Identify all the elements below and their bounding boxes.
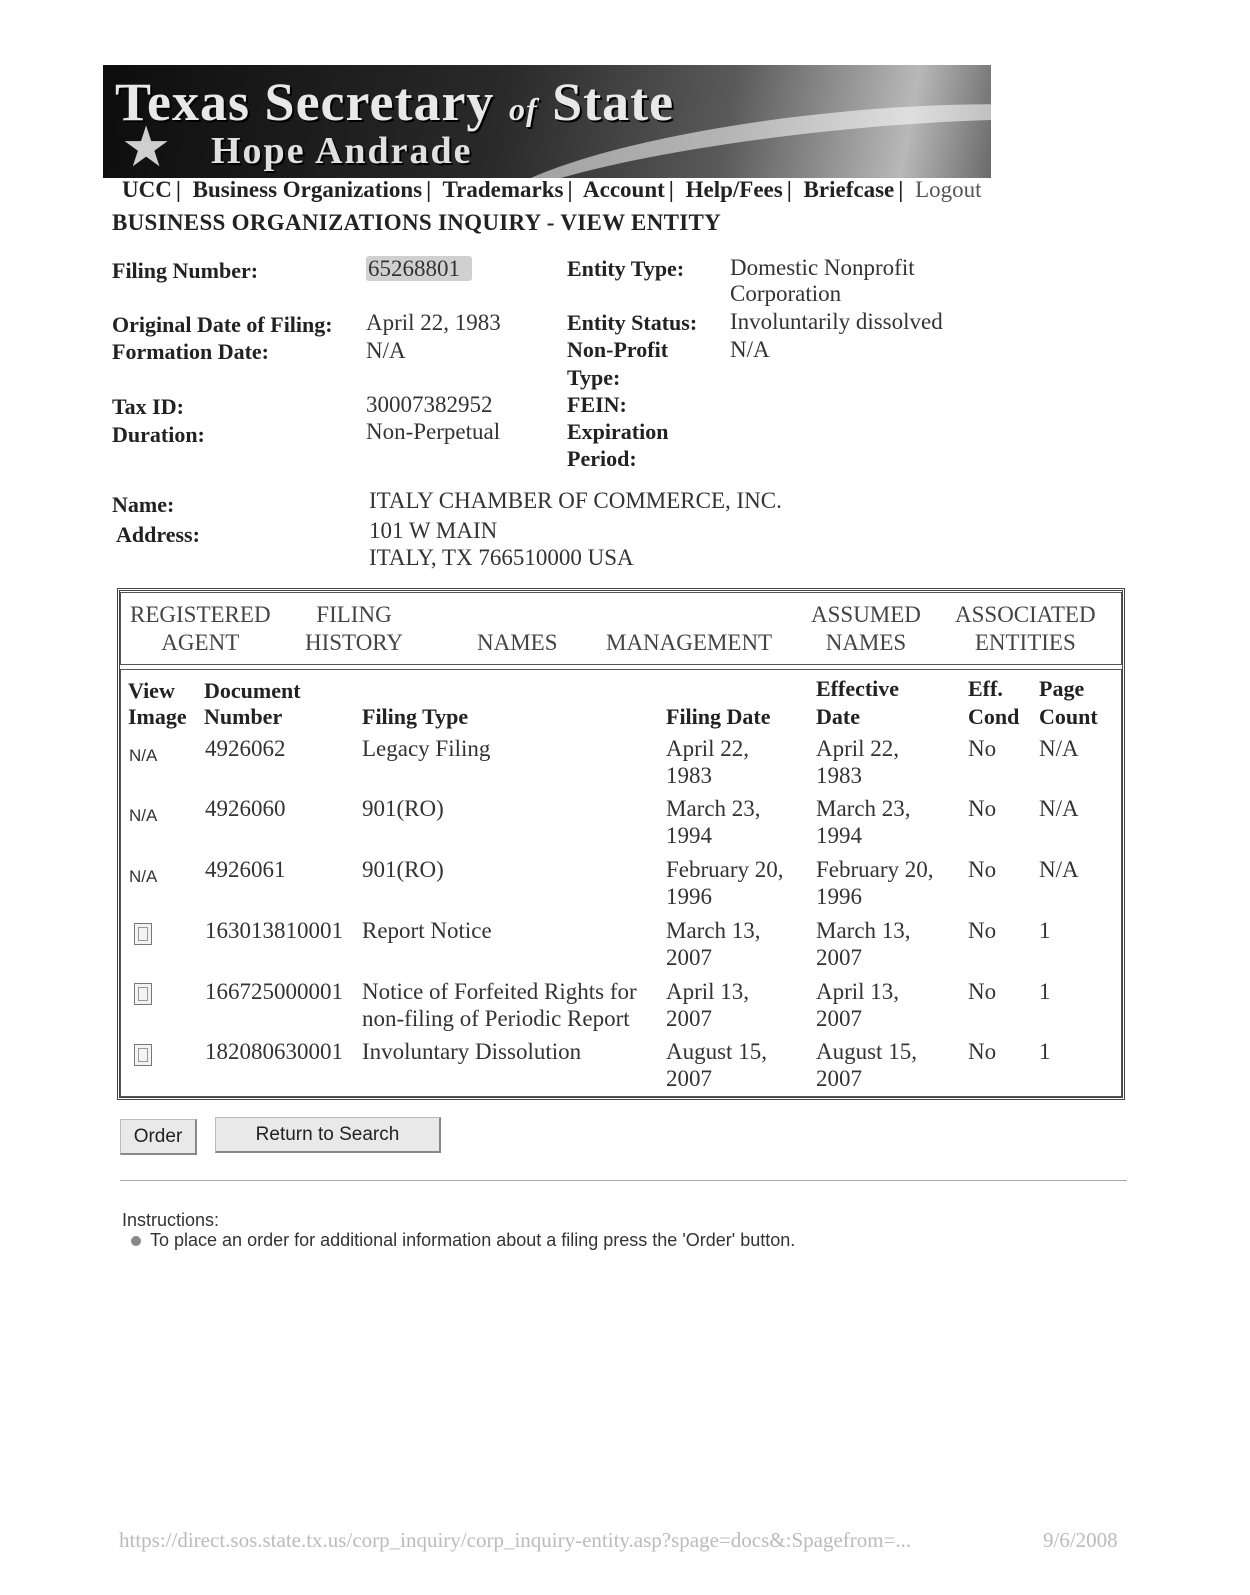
col-eff-cond-2: Cond xyxy=(968,704,1020,729)
col-filing-type: Filing Type xyxy=(362,704,469,729)
col-effective-date-2: Date xyxy=(816,704,860,729)
tab-associated-entities[interactable]: ASSOCIATED ENTITIES xyxy=(955,602,1096,655)
row-filing-type: Involuntary Dissolution xyxy=(362,1039,582,1064)
nav-business-organizations[interactable]: Business Organizations xyxy=(192,177,423,202)
row-filing-date-1: March 23, xyxy=(666,796,761,821)
filings-table xyxy=(120,669,1122,1097)
filing-number-label: Filing Number: xyxy=(112,258,259,283)
tab-assumed-names[interactable]: ASSUMED NAMES xyxy=(811,602,921,655)
row-effective-date-1: March 23, xyxy=(816,796,911,821)
address-label: Address: xyxy=(116,522,200,547)
nonprofit-type-value: N/A xyxy=(730,337,770,362)
tab-names[interactable]: NAMES xyxy=(477,630,558,655)
row-view-image: N/A xyxy=(129,867,158,886)
order-button[interactable]: Order xyxy=(120,1119,197,1155)
view-image-icon[interactable] xyxy=(134,923,152,945)
row-filing-date-2: 1983 xyxy=(666,763,712,788)
fein-label: FEIN: xyxy=(567,392,627,417)
orig-date-label: Original Date of Filing: xyxy=(112,312,333,337)
col-view-image-1: View xyxy=(128,678,175,703)
row-effective-date-2: 2007 xyxy=(816,945,862,970)
row-effective-date-1: April 22, xyxy=(816,736,900,761)
row-eff-cond: No xyxy=(968,979,997,1004)
col-filing-date: Filing Date xyxy=(666,704,771,729)
row-doc-number: 163013810001 xyxy=(205,918,343,943)
row-eff-cond: No xyxy=(968,736,997,761)
entity-name-value: ITALY CHAMBER OF COMMERCE, INC. xyxy=(369,488,782,513)
row-effective-date-1: March 13, xyxy=(816,918,911,943)
row-doc-number: 4926062 xyxy=(205,736,286,761)
nav-ucc[interactable]: UCC xyxy=(122,177,172,202)
row-page-count: N/A xyxy=(1039,796,1079,821)
row-filing-date-2: 2007 xyxy=(666,1066,712,1091)
address-line-2: ITALY, TX 766510000 USA xyxy=(369,545,634,570)
row-eff-cond: No xyxy=(968,1039,997,1064)
col-document-number-2: Number xyxy=(204,704,283,729)
tab-management[interactable]: MANAGEMENT xyxy=(606,630,773,655)
view-image-icon[interactable] xyxy=(134,1044,152,1066)
row-eff-cond: No xyxy=(968,918,997,943)
tab-registered-agent[interactable]: REGISTERED AGENT xyxy=(130,602,271,655)
row-filing-date-2: 2007 xyxy=(666,1006,712,1031)
duration-value: Non-Perpetual xyxy=(366,419,501,444)
row-page-count: N/A xyxy=(1039,736,1079,761)
nav-logout[interactable]: Logout xyxy=(915,177,982,202)
filing-number-value xyxy=(366,255,472,282)
row-filing-date-2: 1996 xyxy=(666,884,712,909)
orig-date-value: April 22, 1983 xyxy=(366,310,501,335)
row-filing-type: Legacy Filing xyxy=(362,736,491,761)
row-effective-date-2: 2007 xyxy=(816,1066,862,1091)
tax-id-value: 30007382952 xyxy=(366,392,493,417)
row-effective-date-1: February 20, xyxy=(816,857,934,882)
bullet-icon xyxy=(131,1236,141,1246)
row-effective-date-2: 1983 xyxy=(816,763,862,788)
row-filing-date-1: April 13, xyxy=(666,979,750,1004)
row-doc-number: 4926060 xyxy=(205,796,286,821)
row-effective-date-2: 2007 xyxy=(816,1006,862,1031)
entity-type-label: Entity Type: xyxy=(567,256,685,281)
row-filing-type: Report Notice xyxy=(362,918,492,943)
nav-trademarks[interactable]: Trademarks xyxy=(442,177,564,202)
entity-status-label: Entity Status: xyxy=(567,310,698,335)
row-eff-cond: No xyxy=(968,796,997,821)
expiration-label-1: Expiration xyxy=(567,419,669,444)
entity-type-value-2: Corporation xyxy=(730,281,842,306)
row-page-count: 1 xyxy=(1039,979,1051,1004)
instructions-heading: Instructions: xyxy=(122,1210,220,1230)
instructions-item: To place an order for additional information about a filing press the 'Order' button. xyxy=(150,1230,796,1250)
row-page-count: N/A xyxy=(1039,857,1079,882)
nav-briefcase[interactable]: Briefcase xyxy=(803,177,895,202)
name-label: Name: xyxy=(112,492,175,517)
row-filing-date-1: April 22, xyxy=(666,736,750,761)
row-page-count: 1 xyxy=(1039,918,1051,943)
row-doc-number: 182080630001 xyxy=(205,1039,343,1064)
row-doc-number: 166725000001 xyxy=(205,979,343,1004)
col-effective-date-1: Effective xyxy=(816,676,900,701)
formation-date-label: Formation Date: xyxy=(112,339,270,364)
col-page-count-2: Count xyxy=(1039,704,1098,729)
col-page-count-1: Page xyxy=(1039,676,1085,701)
row-view-image: N/A xyxy=(129,746,158,765)
col-eff-cond-1: Eff. xyxy=(968,676,1003,701)
row-effective-date-1: April 13, xyxy=(816,979,900,1004)
filing-number-text: 65268801 xyxy=(366,256,472,281)
formation-date-value: N/A xyxy=(366,338,406,363)
row-filing-date-1: March 13, xyxy=(666,918,761,943)
banner-subtitle: Hope Andrade xyxy=(211,130,473,172)
banner-title: Texas Secretary of State xyxy=(115,72,675,132)
row-filing-type-1: Notice of Forfeited Rights for xyxy=(362,979,637,1004)
return-to-search-button[interactable]: Return to Search xyxy=(215,1117,441,1153)
sos-banner xyxy=(103,65,991,178)
entity-type-value-1: Domestic Nonprofit xyxy=(730,255,915,280)
nav-account[interactable]: Account xyxy=(583,177,665,202)
row-filing-type: 901(RO) xyxy=(362,796,444,821)
top-nav: UCC | Business Organizations | Trademarks | Account | Help/Fees | Briefcase | Logout xyxy=(122,177,982,202)
row-filing-date-1: February 20, xyxy=(666,857,784,882)
star-icon: ★ xyxy=(121,117,172,178)
divider xyxy=(120,1180,1127,1181)
col-view-image-2: Image xyxy=(128,704,187,729)
row-filing-date-1: August 15, xyxy=(666,1039,767,1064)
row-filing-type: 901(RO) xyxy=(362,857,444,882)
row-page-count: 1 xyxy=(1039,1039,1051,1064)
duration-label: Duration: xyxy=(112,422,205,447)
row-filing-date-2: 1994 xyxy=(666,823,712,848)
view-image-icon[interactable] xyxy=(134,983,152,1005)
col-document-number-1: Document xyxy=(204,678,301,703)
row-effective-date-1: August 15, xyxy=(816,1039,917,1064)
row-doc-number: 4926061 xyxy=(205,857,286,882)
tab-filing-history[interactable]: FILING HISTORY xyxy=(305,602,403,655)
row-effective-date-2: 1996 xyxy=(816,884,862,909)
row-effective-date-2: 1994 xyxy=(816,823,862,848)
nonprofit-type-label-1: Non-Profit xyxy=(567,337,669,362)
address-line-1: 101 W MAIN xyxy=(369,518,498,543)
page-title: BUSINESS ORGANIZATIONS INQUIRY - VIEW ENTITY xyxy=(112,210,722,235)
nav-help-fees[interactable]: Help/Fees xyxy=(685,177,783,202)
entity-status-value: Involuntarily dissolved xyxy=(730,309,943,334)
row-view-image: N/A xyxy=(129,806,158,825)
footer-url: https://direct.sos.state.tx.us/corp_inquiry/corp_inquiry-entity.asp?spage=docs&:Spagefrom=... xyxy=(119,1528,912,1552)
row-filing-type-2: non-filing of Periodic Report xyxy=(362,1006,630,1031)
nonprofit-type-label-2: Type: xyxy=(567,365,621,390)
footer-date: 9/6/2008 xyxy=(1043,1528,1118,1552)
row-filing-date-2: 2007 xyxy=(666,945,712,970)
expiration-label-2: Period: xyxy=(567,446,637,471)
tax-id-label: Tax ID: xyxy=(112,394,184,419)
row-eff-cond: No xyxy=(968,857,997,882)
